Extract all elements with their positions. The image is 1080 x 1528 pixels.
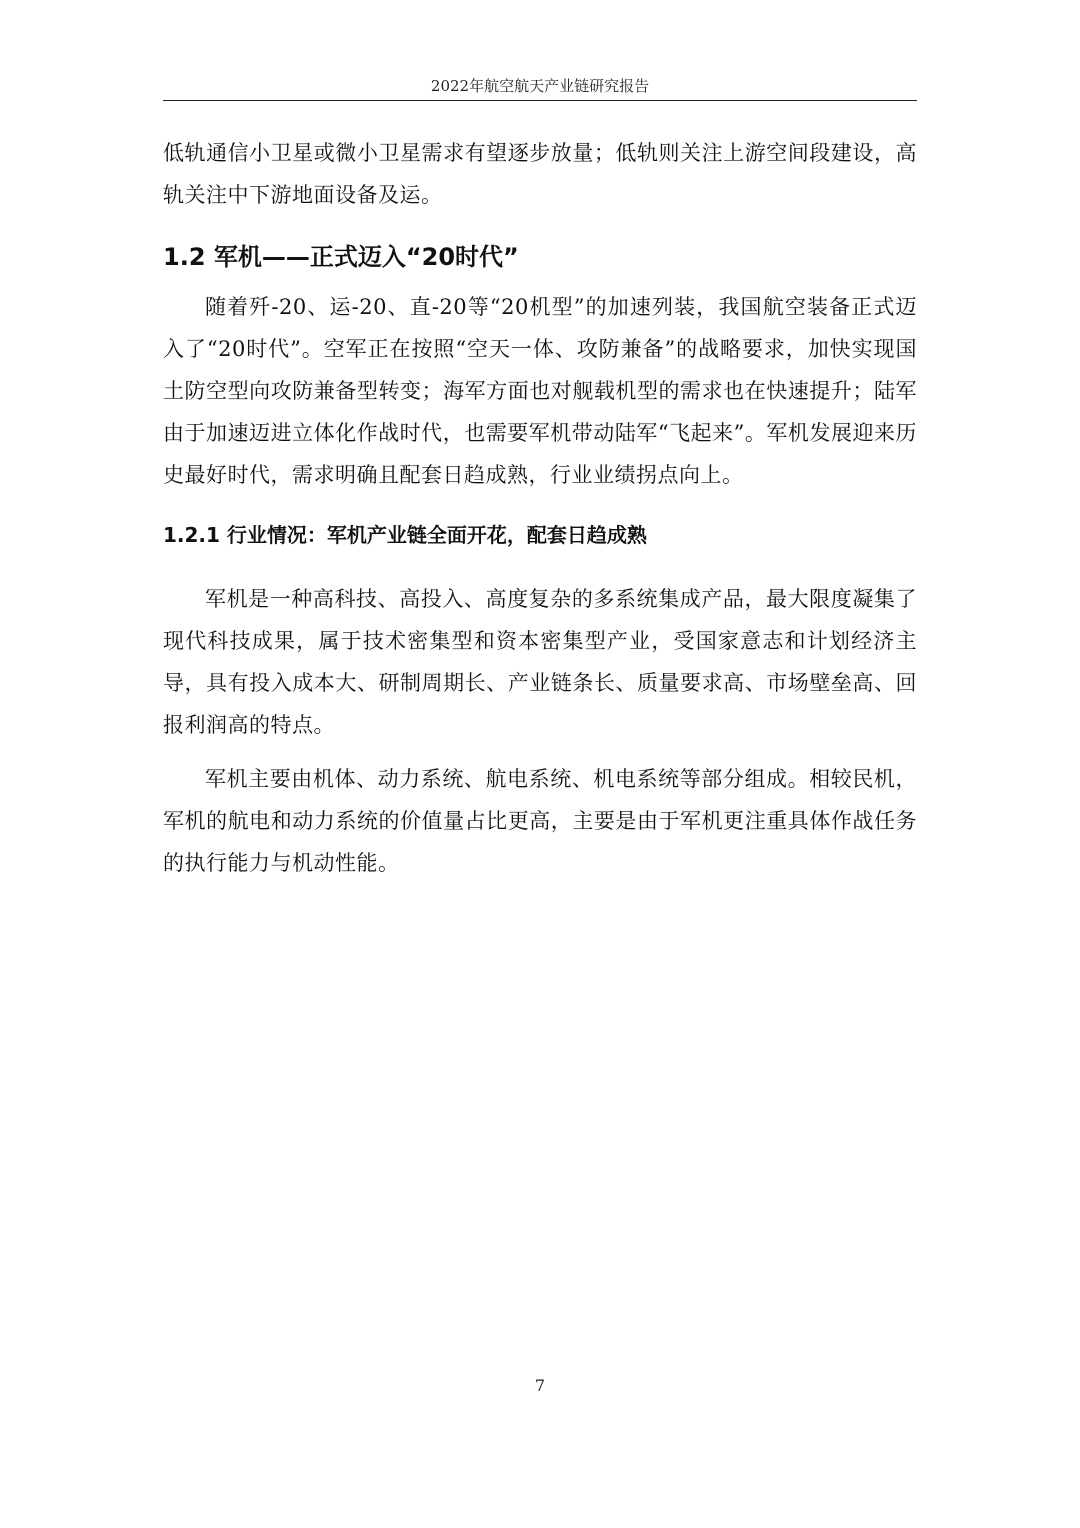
intro-paragraph: 低轨通信小卫星或微小卫星需求有望逐步放量；低轨则关注上游空间段建设，高轨关注中下游地面设备及运。 — [163, 141, 917, 207]
page-number: 7 — [534, 1376, 546, 1395]
section-1-2-heading: 1.2 军机——正式迈入“20时代” — [163, 243, 519, 271]
page-content — [163, 132, 917, 884]
section-1-2-1-paragraph-1: 军机是一种高科技、高投入、高度复杂的多系统集成产品，最大限度凝集了现代科技成果，属于技术密集型和资本密集型产业，受国家意志和计划经济主导，具有投入成本大、研制周期长、产业链条长、质量要求高、市场壁垒高、回报利润高的特点。 — [163, 587, 917, 737]
section-1-2-paragraph: 随着歼-20、运-20、直-20等“20机型”的加速列装，我国航空装备正式迈入了“20时代”。空军正在按照“空天一体、攻防兼备”的战略要求，加快实现国土防空型向攻防兼备型转变；海军方面也对舰载机型的需求也在快速提升；陆军由于加速迈进立体化作战时代，也需要军机带动陆军“飞起来”。军机发展迎来历史最好时代，需求明确且配套日趋成熟，行业业绩拐点向上。 — [163, 295, 917, 487]
header-divider — [163, 100, 917, 101]
section-1-2-1-heading: 1.2.1 行业情况：军机产业链全面开花，配套日趋成熟 — [163, 523, 647, 547]
section-1-2-1-paragraph-2: 军机主要由机体、动力系统、航电系统、机电系统等部分组成。相较民机，军机的航电和动力系统的价值量占比更高，主要是由于军机更注重具体作战任务的执行能力与机动性能。 — [163, 767, 917, 875]
running-header: 2022年航空航天产业链研究报告 — [430, 77, 650, 95]
